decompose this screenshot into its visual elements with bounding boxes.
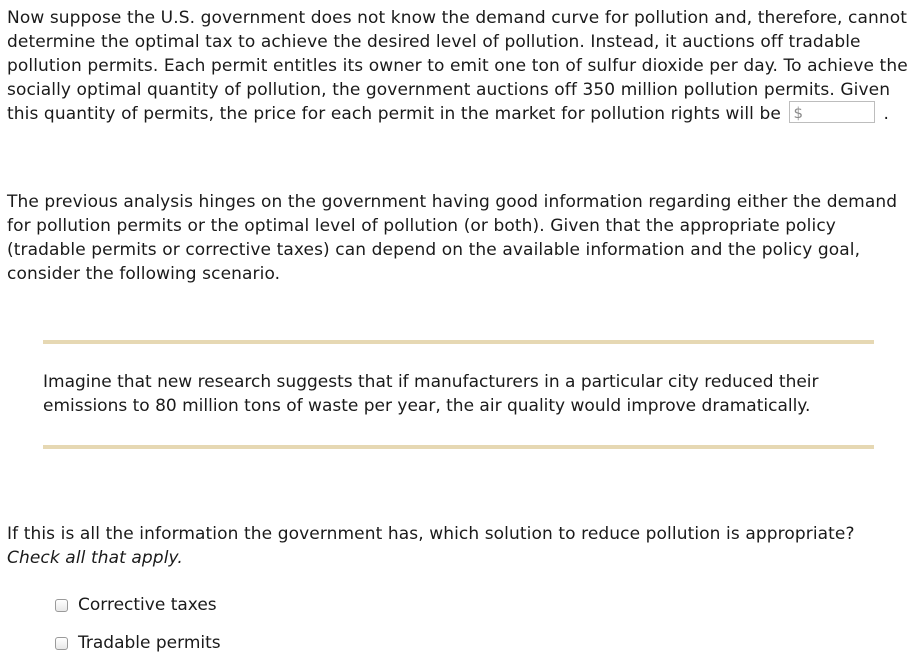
question-paragraph — [7, 522, 912, 570]
sentence-period: . — [883, 104, 889, 124]
corrective-taxes-label[interactable]: Corrective taxes — [78, 595, 217, 615]
option-corrective-taxes[interactable] — [55, 592, 221, 618]
corrective-taxes-checkbox[interactable] — [55, 599, 68, 612]
tradable-permits-checkbox[interactable] — [55, 637, 68, 650]
scenario-divider-top — [43, 340, 874, 344]
intro-text: Now suppose the U.S. government does not know the demand curve for pollution and, therefore, cannot determine the optimal tax to achieve the desired level of pollution. Instead, it auctions off tradable pollution permits. Each permit entitles its owner to emit one ton of sulfur dioxide per day. To achieve the socially optimal quantity of pollution, the government auctions off 350 million pollution permits. Given this quantity of permits, the price for each permit in the market for pollution rights will be — [7, 8, 908, 124]
answer-options — [55, 592, 221, 668]
analysis-paragraph: The previous analysis hinges on the government having good information regarding either the demand for pollution permits or the optimal level of pollution (or both). Given that the appropriate policy (tradable permits or corrective taxes) can depend on the available information and the policy goal, consider the following scenario. — [7, 192, 898, 284]
tradable-permits-label[interactable]: Tradable permits — [78, 633, 221, 653]
option-tradable-permits[interactable] — [55, 630, 221, 656]
question-text: If this is all the information the government has, which solution to reduce pollution is appropriate? — [7, 524, 855, 544]
permit-price-answer-box[interactable] — [789, 101, 875, 123]
permit-price-input[interactable] — [804, 102, 872, 122]
question-instruction: Check all that apply. — [7, 548, 183, 568]
scenario-divider-bottom — [43, 445, 874, 449]
dollar-sign: $ — [793, 104, 804, 122]
scenario-text: Imagine that new research suggests that if manufacturers in a particular city reduced their emissions to 80 million tons of waste per year, the air quality would improve dramatically. — [43, 372, 819, 416]
intro-paragraph — [7, 6, 912, 126]
